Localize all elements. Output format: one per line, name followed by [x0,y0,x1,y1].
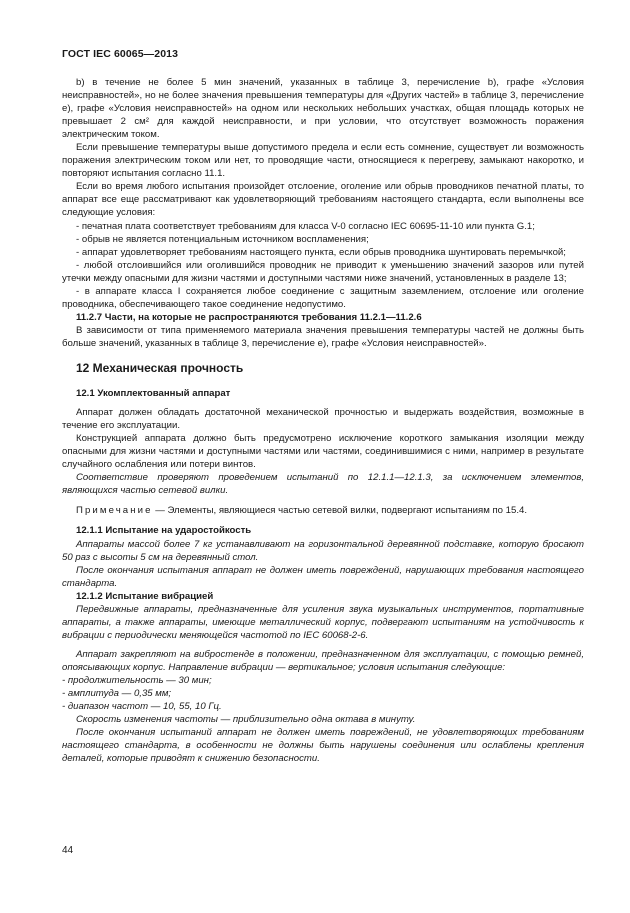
subsection-heading: 12.1 Укомплектованный аппарат [76,388,231,400]
list-item: - печатная плата соответствует требованиям для класса V-0 согласно IEC 60695-11-10 или пункта G.1; [76,220,535,232]
paragraph: Аппараты массой более 7 кг устанавливают на горизонтальной деревянной подставке, которую бросают 50 раз с высоты 5 см на деревянный стол. [62,538,584,563]
paragraph: Скорость изменения частоты — приблизительно одна октава в минуту. [76,714,416,726]
note [76,504,584,517]
paragraph: Аппарат должен обладать достаточной механической прочностью и выдержать воздействия, возможные в течение его эксплуатации. [62,407,584,432]
paragraph: Конструкцией аппарата должно быть предусмотрено исключение короткого замыкания изоляции между опасными для жизни частями и доступными частями или частями, соединившимися с ними, например в результате случайного ослабления или потери винтов. [62,433,584,471]
list-item: - обрыв не является потенциальным источником воспламенения; [76,233,369,245]
paragraph: b) в течение не более 5 мин значений, указанных в таблице 3, перечисление b), графе «Условия неисправностей», но не более значения превышения температуры для «Других частей» в таблице 3, перечисление e), графе «Условия неисправностей» на одном или нескольких небольших участках, общая площадь которых не превышает 2 см² для каждой неисправности, и при условии, что отсутствует возможность поражения электрическим током. [62,77,584,141]
paragraph: Если во время любого испытания произойдет отслоение, оголение или обрыв проводников печатной платы, то аппарат все еще рассматривают как удовлетворяющий требованиям настоящего стандарта, если выполнены все следующие условия: [62,181,584,219]
paragraph: После окончания испытания аппарат не должен иметь повреждений, нарушающих требования настоящего стандарта. [62,564,584,589]
paragraph: Если превышение температуры выше допустимого предела и если есть сомнение, существует ли возможность поражения электрическим током или нет, то проводящие части, относящиеся к перегреву, замыкают накоротко, и повторяют испытания согласно 11.1. [62,142,584,180]
paragraph: После окончания испытаний аппарат не должен иметь повреждений, не удовлетворяющих требованиям настоящего стандарта, в особенности не должны быть нарушены соединения или ослаблены крепления деталей, которые приводят к снижению безопасности. [62,727,584,765]
compliance-paragraph: Соответствие проверяют проведением испытаний по 12.1.1—12.1.3, за исключением элементов, являющихся частью сетевой вилки. [62,472,584,497]
list-item: - амплитуда — 0,35 мм; [62,688,172,700]
paragraph: Аппарат закрепляют на вибростенде в положении, предназначенном для эксплуатации, с помощью ремней, опоясывающих корпус. Направление вибрации — вертикальное; условия испытания следующие: [62,648,584,673]
document-header: ГОСТ IEC 60065—2013 [62,48,179,60]
document-body [62,76,584,765]
note-text: — Элементы, являющиеся частью сетевой вилки, подвергают испытаниям по 15.4. [155,505,527,517]
paragraph: Передвижные аппараты, предназначенные для усиления звука музыкальных инструментов, портативные аппараты, а также аппараты, имеющие металлический корпус, подвергают испытаниям на устойчивость к вибрации с периодически меняющейся частотой по IEC 60068-2-6. [62,603,584,641]
list-item: - в аппарате класса I сохраняется любое соединение с защитным заземлением, отслоение или оголение проводника, обеспечивающего такое соединение недопустимо. [62,285,584,310]
subsection-heading: 12.1.2 Испытание вибрацией [76,590,214,602]
subsection-heading: 12.1.1 Испытание на ударостойкость [76,525,252,537]
list-item: - продолжительность — 30 мин; [62,674,212,686]
list-item: - диапазон частот — 10, 55, 10 Гц. [62,701,222,713]
section-heading: 12 Механическая прочность [76,360,244,375]
note-label: Примечание [76,505,153,517]
list-item: - любой отслоившийся или оголившийся проводник не приводит к уменьшению значений зазоров или путей утечки между опасными для жизни частями и доступными частями ниже значений, установленных в разделе 13; [62,259,584,284]
list-item: - аппарат удовлетворяет требованиям настоящего пункта, если обрыв проводника шунтировать перемычкой; [76,246,566,258]
page-number: 44 [62,845,74,856]
subsection-heading: 11.2.7 Части, на которые не распространяются требования 11.2.1—11.2.6 [76,311,422,323]
paragraph: В зависимости от типа применяемого материала значения превышения температуры частей не должны быть больше значений, указанных в таблице 3, перечисление e), графе «Условия неисправностей». [62,324,584,349]
